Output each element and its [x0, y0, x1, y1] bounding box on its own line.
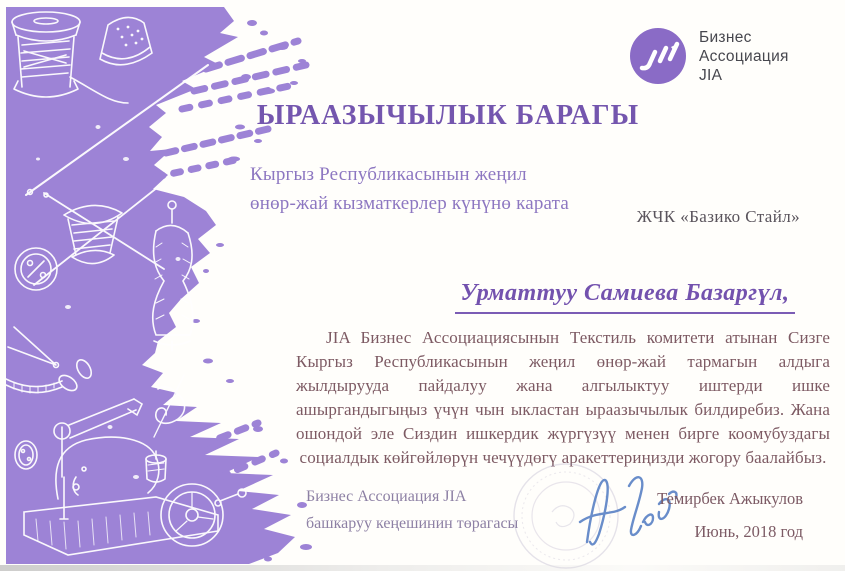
certificate-body-text: JIA Бизнес Ассоциациясынын Текстиль комитети атынан Сизге Кыргыз Республикасынын жеңил өнөр-жай тармагын алдыга жылдырууда пайдалуу жана алгылыктуу иштерди ишке ашыргандыгыңыз үчүн чын ыкластан ыраазычылык билдиребиз. Жана ошондой эле Сиздин ишкердик жүргүзүү менен бирге коомубуздагы социалдык көйгөйлөрүн чечүүдөгү аракеттериңизди жогору баалайбыз. — [296, 328, 830, 467]
jia-logo-text — [699, 28, 789, 85]
recipient-name: Урматтуу Самиева Базаргүл, — [455, 280, 796, 314]
signer-name: Темирбек Ажыкулов — [657, 489, 803, 508]
certificate-date: Июнь, 2018 год — [694, 522, 803, 541]
recipient-line-wrap — [415, 280, 835, 314]
logo-line-1: Бизнес — [699, 28, 752, 46]
signer-position — [306, 483, 518, 537]
jia-logo — [629, 27, 789, 85]
decorative-sewing-band — [6, 7, 316, 564]
signer-position-line-1: Бизнес Ассоциация JIA — [306, 488, 467, 505]
jia-logo-mark-icon — [629, 27, 687, 85]
signature-block-right — [657, 489, 803, 542]
logo-line-3: JIA — [699, 66, 723, 84]
subtitle-line-2: өнөр-жай кызматкерлер күнүнө карата — [250, 193, 570, 214]
scan-edge-shadow — [0, 565, 845, 571]
company-name: ЖЧК «Базико Стайл» — [636, 207, 800, 226]
subtitle-line-1: Кыргыз Республикасынын жеңил — [250, 164, 527, 185]
logo-line-2: Ассоциация — [699, 47, 789, 65]
certificate-subtitle — [250, 160, 569, 218]
certificate-title: ЫРААЗЫЧЫЛЫК БАРАГЫ — [256, 100, 640, 131]
signer-position-line-2: башкаруу кеңешинин төрагасы — [306, 515, 519, 532]
